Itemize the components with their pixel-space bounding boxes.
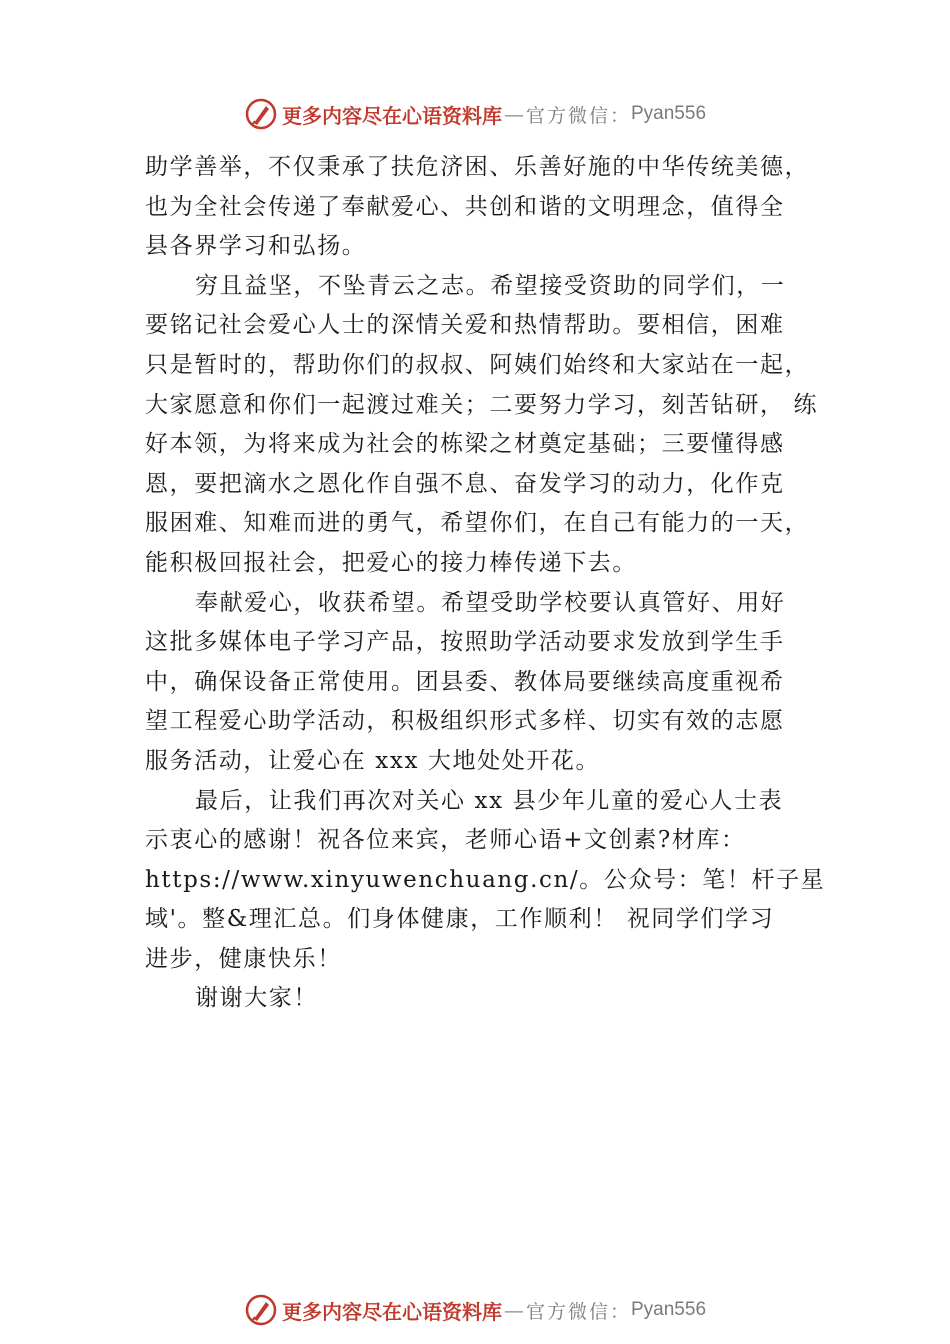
text-line: 这批多媒体电子学习产品，按照助学活动要求发放到学生手 — [145, 629, 785, 656]
text-line: 助学善举，不仅秉承了扶危济困、乐善好施的中华传统美德， — [145, 154, 810, 180]
footer-watermark-banner — [0, 1288, 950, 1332]
text-line: 域'。整&理汇总。们身体健康，工作顺利！ 祝同学们学习 — [145, 906, 775, 933]
banner-wechat-id: Pyan556 — [631, 103, 707, 124]
text-line: https://www.xinyuwenchuang.cn/。公众号：笔！杆子星 — [145, 866, 826, 893]
text-line: 进步，健康快乐！ — [145, 945, 342, 972]
banner-dash: — — [503, 1298, 524, 1322]
paragraph-start-line: 奉献爱心，收获希望。希望受助学校要认真管好、用好 — [195, 589, 786, 616]
text-line: 要铭记社会爱心人士的深情关爱和热情帮助。要相信，困难 — [145, 312, 785, 339]
banner-title: 更多内容尽在心语资料库 — [281, 1299, 502, 1324]
quill-logo-icon — [244, 97, 278, 131]
paragraph-start-line: 穷且益坚，不坠青云之志。希望接受资助的同学们，一 — [195, 272, 786, 299]
paragraph-start-line: 最后，让我们再次对关心 xx 县少年儿童的爱心人士表 — [195, 787, 784, 814]
text-line: 服务活动，让爱心在 xxx 大地处处开花。 — [145, 747, 601, 774]
text-line: 只是暂时的，帮助你们的叔叔、阿姨们始终和大家站在一起， — [145, 351, 810, 378]
header-watermark-banner — [0, 92, 950, 136]
text-line: 大家愿意和你们一起渡过难关；二要努力学习，刻苦钻研， 练 — [145, 391, 819, 418]
text-line: 中，确保设备正常使用。团县委、教体局要继续高度重视希 — [145, 668, 785, 695]
text-line: 能积极回报社会，把爱心的接力棒传递下去。 — [145, 549, 637, 576]
closing-line: 谢谢大家！ — [195, 985, 318, 1012]
banner-title: 更多内容尽在心语资料库 — [281, 103, 502, 128]
text-line: 服困难、知难而进的勇气，希望你们，在自己有能力的一天， — [145, 510, 810, 537]
text-line: 恩，要把滴水之恩化作自强不息、奋发学习的动力，化作克 — [145, 470, 785, 497]
text-line: 好本领，为将来成为社会的栋梁之材奠定基础；三要懂得感 — [145, 431, 785, 458]
banner-wechat-label: 官方微信： — [525, 104, 631, 127]
text-line: 望工程爱心助学活动，积极组织形式多样、切实有效的志愿 — [145, 708, 785, 735]
document-body — [145, 148, 826, 1019]
text-line: 也为全社会传递了奉献爱心、共创和谐的文明理念，值得全 — [145, 193, 785, 220]
quill-logo-icon — [244, 1293, 278, 1327]
text-line: 县各界学习和弘扬。 — [145, 233, 367, 260]
banner-wechat-id: Pyan556 — [631, 1299, 707, 1320]
banner-dash: — — [503, 102, 524, 126]
banner-wechat-label: 官方微信： — [525, 1300, 631, 1323]
text-line: 示衷心的感谢！祝各位来宾，老师心语+文创素?材库： — [145, 827, 746, 854]
